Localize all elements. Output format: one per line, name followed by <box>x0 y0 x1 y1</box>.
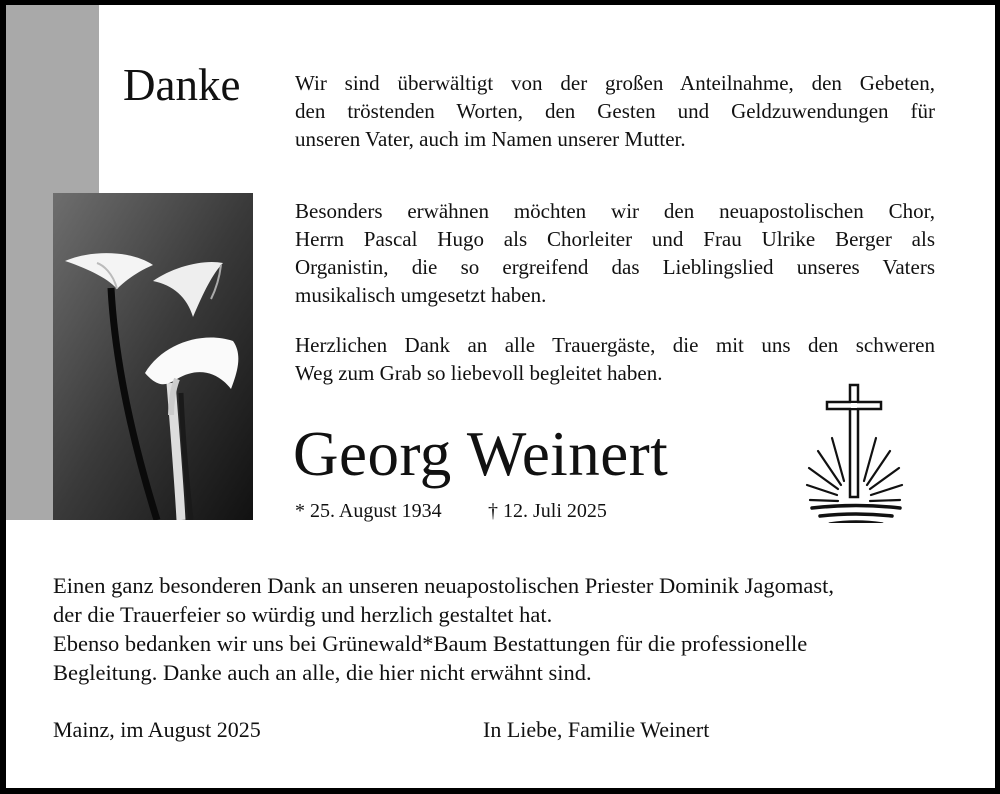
text-line: Organistin, die so ergreifend das Lieblingslied unseres Vaters <box>295 255 935 279</box>
text-line: Wir sind überwältigt von der großen Anteilnahme, den Gebeten, <box>295 71 935 95</box>
text-line: der die Trauerfeier so würdig und herzlich gestaltet hat. <box>53 602 553 627</box>
paragraph-gratitude <box>295 69 935 153</box>
deceased-name: Georg Weinert <box>293 419 669 489</box>
cross-sunrise-icon <box>804 383 908 523</box>
text-line: den tröstenden Worten, den Gesten und Geldzuwendungen für <box>295 99 935 123</box>
place-date: Mainz, im August 2025 <box>53 717 261 742</box>
death-date: † 12. Juli 2025 <box>488 500 607 522</box>
birth-date: * 25. August 1934 <box>295 500 442 522</box>
calla-lily-photo <box>53 193 253 520</box>
text-line: Weg zum Grab so liebevoll begleitet haben. <box>295 361 663 385</box>
text-line: Herrn Pascal Hugo als Chorleiter und Frau Ulrike Berger als <box>295 227 935 251</box>
text-line: unseren Vater, auch im Namen unserer Mutter. <box>295 127 686 151</box>
text-line: Ebenso bedanken wir uns bei Grünewald*Baum Bestattungen für die professionelle <box>53 631 808 656</box>
family-signature: In Liebe, Familie Weinert <box>483 717 710 742</box>
paragraph-choir <box>295 197 935 309</box>
paragraph-mourners <box>295 331 935 387</box>
text-line: Begleitung. Danke auch an alle, die hier nicht erwähnt sind. <box>53 660 592 685</box>
text-line: musikalisch umgesetzt haben. <box>295 283 547 307</box>
heading-danke: Danke <box>123 60 241 110</box>
text-line: Besonders erwähnen möchten wir den neuapostolischen Chor, <box>295 199 935 223</box>
text-line: Einen ganz besonderen Dank an unseren neuapostolischen Priester Dominik Jagomast, <box>53 573 835 598</box>
text-line: Herzlichen Dank an alle Trauergäste, die mit uns den schweren <box>295 333 935 357</box>
closing-paragraph <box>53 571 834 687</box>
